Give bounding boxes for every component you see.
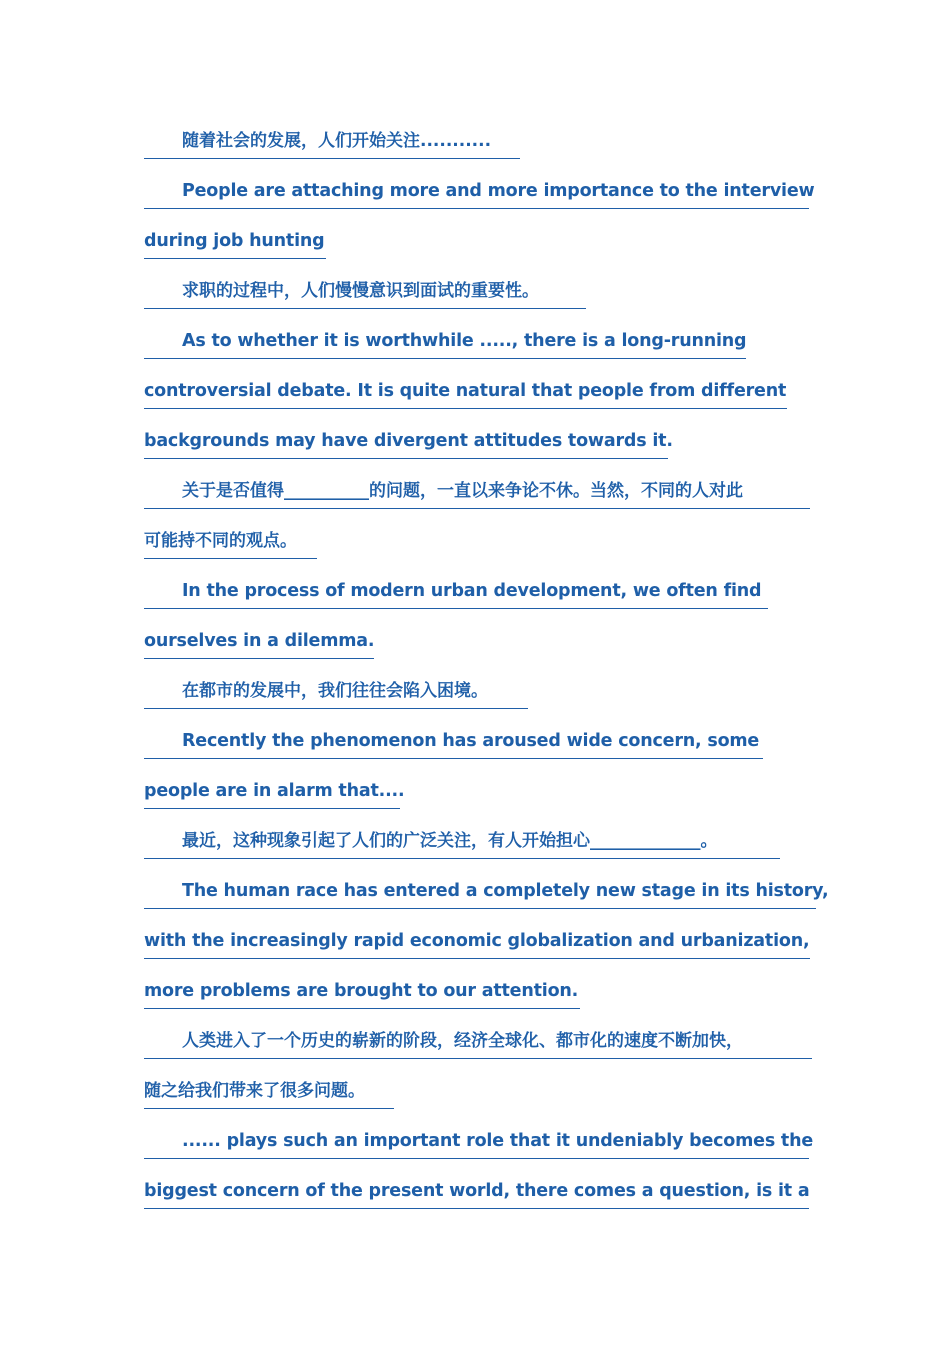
text-line: 关于是否值得__________的问题，一直以来争论不休。当然，不同的人对此 (144, 478, 810, 509)
text-line: biggest concern of the present world, there comes a question, is it a (144, 1178, 809, 1209)
text-line: 随着社会的发展，人们开始关注........... (144, 128, 520, 159)
text-line: ourselves in a dilemma. (144, 628, 374, 659)
text-line: ...... plays such an important role that it undeniably becomes the (144, 1128, 809, 1159)
text-line: controversial debate. It is quite natural that people from different (144, 378, 787, 409)
text-line: In the process of modern urban development, we often find (144, 578, 768, 609)
text-line: People are attaching more and more importance to the interview (144, 178, 809, 209)
text-line: 求职的过程中，人们慢慢意识到面试的重要性。 (144, 278, 586, 309)
text-line: As to whether it is worthwhile ....., there is a long-running (144, 328, 746, 359)
text-line: people are in alarm that.... (144, 778, 400, 809)
text-line: Recently the phenomenon has aroused wide concern, some (144, 728, 763, 759)
text-line: with the increasingly rapid economic globalization and urbanization, (144, 928, 810, 959)
text-line: The human race has entered a completely new stage in its history, (144, 878, 816, 909)
text-line: 在都市的发展中，我们往往会陷入困境。 (144, 678, 528, 709)
text-line: 可能持不同的观点。 (144, 528, 317, 559)
text-line: more problems are brought to our attention. (144, 978, 580, 1009)
text-line: backgrounds may have divergent attitudes towards it. (144, 428, 668, 459)
text-line: 最近，这种现象引起了人们的广泛关注，有人开始担心_____________。 (144, 828, 780, 859)
text-line: 随之给我们带来了很多问题。 (144, 1078, 394, 1109)
text-line: during job hunting (144, 228, 326, 259)
text-line: 人类进入了一个历史的崭新的阶段，经济全球化、都市化的速度不断加快， (144, 1028, 812, 1059)
